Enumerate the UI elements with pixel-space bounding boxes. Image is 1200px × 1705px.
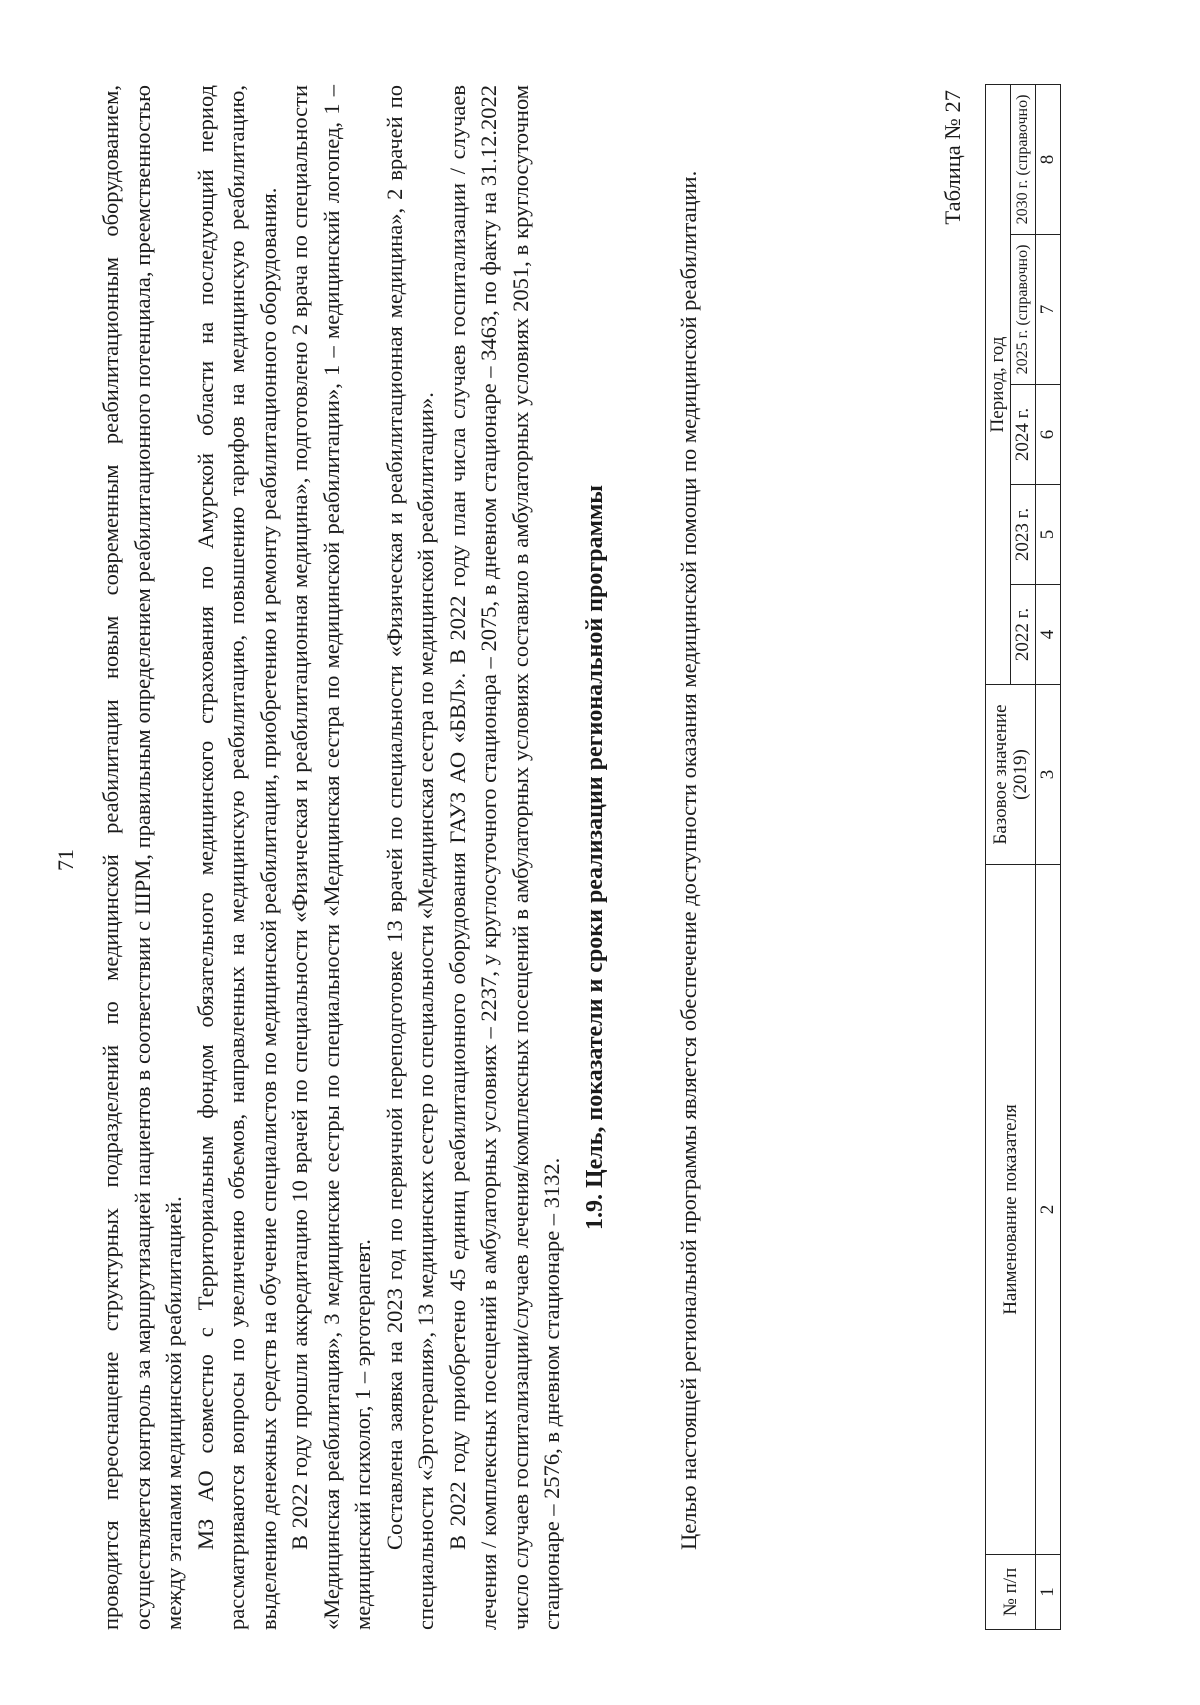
- header-year-2024: 2024 г.: [1011, 385, 1036, 485]
- header-year-2025: 2025 г. (справочно): [1011, 235, 1036, 385]
- indicators-table: [985, 84, 1061, 1630]
- header-period: Период, год: [986, 85, 1011, 685]
- header-year-2022: 2022 г.: [1011, 585, 1036, 685]
- paragraph-2: МЗ АО совместно с Территориальным фондом обязательного медицинского страхования по Амурской области на последующий период рассматриваются вопросы по увеличению объемов, направленных на медицинскую реабилитацию, повышению тарифов на медицинскую реабилитацию, выделению денежных средств на обучение специалистов по медицинской реабилитации, приобретению и ремонту реабилитационного оборудования.: [192, 85, 281, 1630]
- col-number-3: 3: [1036, 685, 1061, 865]
- header-name: Наименование показателя: [986, 865, 1036, 1555]
- table-caption: Таблица № 27: [940, 90, 965, 225]
- section-heading: 1.9. Цель, показатели и сроки реализации региональной программы: [581, 484, 608, 1231]
- col-number-1: 1: [1036, 1555, 1061, 1630]
- header-year-2023: 2023 г.: [1011, 485, 1036, 585]
- table-header-row-1: [986, 85, 1011, 1630]
- body-text: [95, 85, 705, 1630]
- paragraph-4: Составлена заявка на 2023 год по первичной переподготовке 13 врачей по специальности «Физическая и реабилитационная медицина», 2 врачей по специальности «Эрготерапия», 13 медицинских сестер по специальности «Медицинская сестра по медицинской реабилитации».: [381, 85, 438, 1630]
- col-number-8: 8: [1036, 85, 1061, 235]
- col-number-6: 6: [1036, 385, 1061, 485]
- col-number-2: 2: [1036, 865, 1061, 1555]
- header-num: № п/п: [986, 1555, 1036, 1630]
- col-number-4: 4: [1036, 585, 1061, 685]
- header-year-2030: 2030 г. (справочно): [1011, 85, 1036, 235]
- col-number-5: 5: [1036, 485, 1061, 585]
- rotated-page: [35, 60, 1165, 1660]
- paragraph-1: проводится переоснащение структурных подразделений по медицинской реабилитации новым современным реабилитационным оборудованием, осуществляется контроль за маршрутизацией пациентов в соответствии с ШРМ, правильным определением реабилитационного потенциала, преемственностью между этапами медицинской реабилитацией.: [98, 85, 186, 1630]
- paragraph-3: В 2022 году прошли аккредитацию 10 врачей по специальности «Физическая и реабилитационная медицина», подготовлено 2 врача по специальности «Медицинская реабилитация», 3 медицинские сестры по специальности «Медицинская сестра по медицинской реабилитации», 1 – медицинский логопед, 1 – медицинский психолог, 1 – эрготерапевт.: [287, 85, 375, 1630]
- page-number: 71: [53, 849, 78, 871]
- col-number-7: 7: [1036, 235, 1061, 385]
- paragraph-5: В 2022 году приобретено 45 единиц реабилитационного оборудования ГАУЗ АО «БВЛ». В 2022 году план числа случаев госпитализации / случаев лечения / комплексных посещений в амбулаторных условиях – 2237, у круглосуточного стационара – 2075, в дневном стационаре – 3463, по факту на 31.12.2022 число случаев госпитализации/случаев лечения/комплексных посещений в амбулаторных условиях составило в амбулаторных условиях 2051, в круглосуточном стационаре – 2576, в дневном стационаре – 3132.: [444, 85, 564, 1630]
- goal-paragraph: Целью настоящей региональной программы является обеспечение доступности оказания медицинской помощи по медицинской реабилитации.: [676, 170, 701, 1550]
- header-base: Базовое значение (2019): [986, 685, 1036, 865]
- table-number-row: [1036, 85, 1061, 1630]
